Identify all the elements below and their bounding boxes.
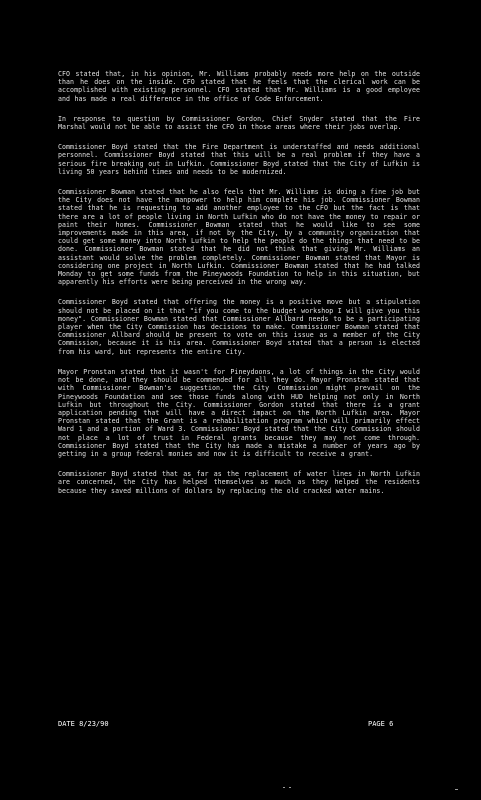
- paragraph-mayor-pineywoods: Mayor Pronstan stated that it wasn't for Pineydoons, a lot of things in the City would not be done, and they should be commended for all they do. Mayor Pronstan stated that with Commissioner Bowman's suggestion, the City Commission might prevail on the Pineywoods Foundation and see those funds along with HUD helping not only in North Lufkin but throughout the City. Commissioner Gordon stated that there is a grant application pending that will have a direct impact on the North Lufkin area. Mayor Pronstan stated that the Grant is a rehabilitation program which will primarily effect Ward 1 and a portion of Ward 3. Commissioner Boyd stated that the City Commission should not place a lot of trust in Federal grants because they may not come through. Commissioner Boyd stated that the City has made a mistake a number of years ago by getting in a group federal monies and now it is difficult to receive a grant.: [58, 367, 420, 458]
- paragraph-water-lines: Commissioner Boyd stated that as far as the replacement of water lines in North Lufkin are concerned, the City has helped themselves as much as they helped the residents because they saved millions of dollars by replacing the old cracked water mains.: [58, 470, 420, 495]
- scan-artifact: [289, 787, 291, 788]
- paragraph-fire-marshal: In response to question by Commissioner Gordon, Chief Snyder stated that the Fire Marshal would not be able to assist the CFO in those areas where their jobs overlap.: [58, 114, 420, 132]
- paragraph-bowman-north-lufkin: Commissioner Bowman stated that he also feels that Mr. Williams is doing a fine job but the City does not have the manpower to help him complete his job. Commissioner Bowman stated that he is requesting to add another employee to the CFO but the fact is that there are a lot of people living in North Lufkin who do not have the money to repair or paint their homes. Commissioner Bowman stated that he would like to see some improvements made in this area, if not by the City, by a community organization that could get some money into North Lufkin to help the people do the things that need to be done. Commissioner Bowman stated that he did not think that giving Mr. Williams an assistant would solve the problem completely. Commissioner Bowman stated that Mayor is considering one project in North Lufkin. Commissioner Bowman stated that he had talked Monday to get some funds from the Pineywoods Foundation to help in this situation, but apparently his efforts were being perceived in the wrong way.: [58, 188, 420, 287]
- paragraph-fire-department: Commissioner Boyd stated that the Fire Department is understaffed and needs additional personnel. Commissioner Boyd stated that this will be a real problem if they have a serious fire breaking out in Lufkin. Commissioner Boyd stated that the City of Lufkin is living 50 years behind times and needs to be modernized.: [58, 143, 420, 176]
- minutes-body: [58, 70, 420, 507]
- footer-page-number: PAGE 6: [368, 720, 394, 728]
- scan-artifact: [455, 789, 458, 790]
- paragraph-cfo-opinion: CFO stated that, in his opinion, Mr. Williams probably needs more help on the outside than he does on the inside. CFO stated that he feels that the clerical work can be accomplished with existing personnel. CFO stated that Mr. Williams is a good employee and has made a real difference in the office of Code Enforcement.: [58, 70, 420, 103]
- footer-date: DATE 8/23/90: [58, 720, 109, 728]
- scan-artifact: [283, 787, 285, 788]
- paragraph-boyd-stipulation: Commissioner Boyd stated that offering the money is a positive move but a stipulation should not be placed on it that "if you come to the budget workshop I will give you this money". Commissioner Bowman stated that Commissioner Allbard needs to be a participating player when the City Commission has decisions to make. Commissioner Bowman stated that Commissioner Allbard should be present to vote on this issue as a member of the City Commission, because it is his area. Commissioner Boyd stated that a person is elected from his ward, but represents the entire City.: [58, 298, 420, 356]
